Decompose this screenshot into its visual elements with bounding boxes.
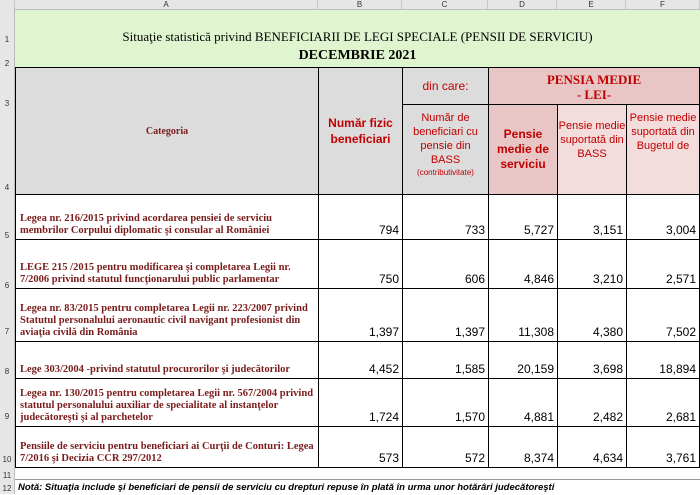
corner-cell[interactable] — [0, 0, 15, 9]
row-header-9[interactable]: 9 — [4, 412, 10, 421]
table-cell[interactable]: 1,397 — [318, 288, 403, 342]
header-pensia-medie[interactable] — [488, 67, 700, 105]
table-cell[interactable]: 11,308 — [488, 288, 558, 342]
table-cell[interactable]: 3,210 — [557, 239, 627, 289]
header-pensia-medie-text: PENSIA MEDIE — [546, 72, 642, 87]
title-line-1: Situaţie statistică privind BENEFICIARII DE LEGI SPECIALE (PENSII DE SERVICIU) — [122, 29, 593, 44]
table-cell[interactable]: 4,881 — [488, 378, 558, 427]
column-header-a[interactable]: A — [15, 0, 318, 9]
table-row-category[interactable]: Lege 303/2004 -privind statutul procurorilor şi judecătorilor — [15, 341, 319, 379]
table-cell[interactable]: 4,380 — [557, 288, 627, 342]
table-cell[interactable]: 3,698 — [557, 341, 627, 379]
row-header-3[interactable]: 3 — [4, 99, 10, 108]
table-cell[interactable]: 4,452 — [318, 341, 403, 379]
table-cell[interactable]: 572 — [402, 426, 489, 468]
header-din-care-text: din care: — [422, 79, 469, 93]
header-lei-text: - LEI- — [576, 87, 612, 102]
header-col-d[interactable] — [488, 104, 558, 195]
row-header-8[interactable]: 8 — [4, 367, 10, 376]
column-header-d[interactable]: D — [488, 0, 557, 9]
table-cell[interactable]: 2,571 — [626, 239, 700, 289]
row-header-11[interactable]: 11 — [2, 471, 12, 480]
header-col-e[interactable] — [557, 104, 627, 195]
row-header-6[interactable]: 6 — [4, 281, 10, 290]
header-col-f[interactable] — [626, 104, 700, 195]
table-cell[interactable]: 573 — [318, 426, 403, 468]
header-col-e-text: Pensie medie suportată din BASS — [558, 120, 626, 160]
row-header-12[interactable]: 12 — [2, 484, 12, 493]
header-din-care[interactable] — [402, 67, 489, 105]
row-header-10[interactable]: 10 — [2, 455, 12, 464]
header-col-d-text: Pensie medie de serviciu — [496, 127, 550, 171]
footnote: Notă: Situaţia include şi beneficiari de pensii de serviciu cu drepturi repuse în plată în urma unor hotărâri judecătoreşti — [15, 479, 700, 495]
column-header-b[interactable]: B — [318, 0, 402, 9]
table-cell[interactable]: 794 — [318, 194, 403, 240]
table-cell[interactable]: 2,681 — [626, 378, 700, 427]
table-row-category[interactable]: Legea nr. 130/2015 pentru completarea Legii nr. 567/2004 privind statutul personalului auxiliar de specialitate al instanţelor judecătoreşti şi al parchetelor — [15, 378, 319, 427]
table-cell[interactable]: 8,374 — [488, 426, 558, 468]
table-cell[interactable]: 733 — [402, 194, 489, 240]
table-cell[interactable]: 5,727 — [488, 194, 558, 240]
row-header-1[interactable]: 1 — [4, 35, 10, 44]
header-bass[interactable] — [402, 104, 489, 195]
table-cell[interactable]: 3,151 — [557, 194, 627, 240]
table-cell[interactable]: 4,634 — [557, 426, 627, 468]
row-header-4[interactable]: 4 — [4, 183, 10, 192]
table-cell[interactable]: 3,004 — [626, 194, 700, 240]
header-bass-subtext: (contributivitate) — [417, 168, 474, 177]
header-numar-fizic[interactable] — [318, 67, 403, 195]
table-cell[interactable]: 3,761 — [626, 426, 700, 468]
table-cell[interactable]: 20,159 — [488, 341, 558, 379]
table-row-category[interactable]: Pensiile de serviciu pentru beneficiari ai Curţii de Conturi: Legea 7/2016 şi Decizia CCR 297/2012 — [15, 426, 319, 468]
table-cell[interactable]: 4,846 — [488, 239, 558, 289]
header-col-f-text: Pensie medie suportată din Bugetul de — [629, 112, 697, 152]
table-cell[interactable]: 1,585 — [402, 341, 489, 379]
table-row-category[interactable]: Legea nr. 83/2015 pentru completarea Legii nr. 223/2007 privind Statutul personalului aeronautic civil navigant profesionist din aviaţia civilă din România — [15, 288, 319, 342]
title-line-2: DECEMBRIE 2021 — [298, 48, 417, 63]
table-cell[interactable]: 1,570 — [402, 378, 489, 427]
table-cell[interactable]: 7,502 — [626, 288, 700, 342]
table-row-category[interactable]: Legea nr. 216/2015 privind acordarea pensiei de serviciu membrilor Corpului diplomatic şi consular al României — [15, 194, 319, 240]
table-cell[interactable]: 1,397 — [402, 288, 489, 342]
row-header-2[interactable]: 2 — [4, 59, 10, 68]
table-row-category[interactable]: LEGE 215 /2015 pentru modificarea şi completarea Legii nr. 7/2006 privind statutul funcţionarului public parlamentar — [15, 239, 319, 289]
column-header-c[interactable]: C — [402, 0, 488, 9]
table-cell[interactable]: 18,894 — [626, 341, 700, 379]
row-header-bar — [0, 9, 15, 494]
header-bass-text: Număr de beneficiari cu pensie din BASS — [413, 112, 478, 166]
row-header-7[interactable]: 7 — [4, 327, 10, 336]
table-cell[interactable]: 2,482 — [557, 378, 627, 427]
header-numar-fizic-text: Număr fizic beneficiari — [328, 116, 393, 146]
column-header-e[interactable]: E — [557, 0, 626, 9]
header-categoria[interactable]: Categoria — [15, 67, 319, 195]
column-header-f[interactable]: F — [626, 0, 700, 9]
column-header-bar — [0, 0, 700, 10]
table-cell[interactable]: 750 — [318, 239, 403, 289]
row-header-5[interactable]: 5 — [4, 231, 10, 240]
table-cell[interactable]: 1,724 — [318, 378, 403, 427]
table-cell[interactable]: 606 — [402, 239, 489, 289]
